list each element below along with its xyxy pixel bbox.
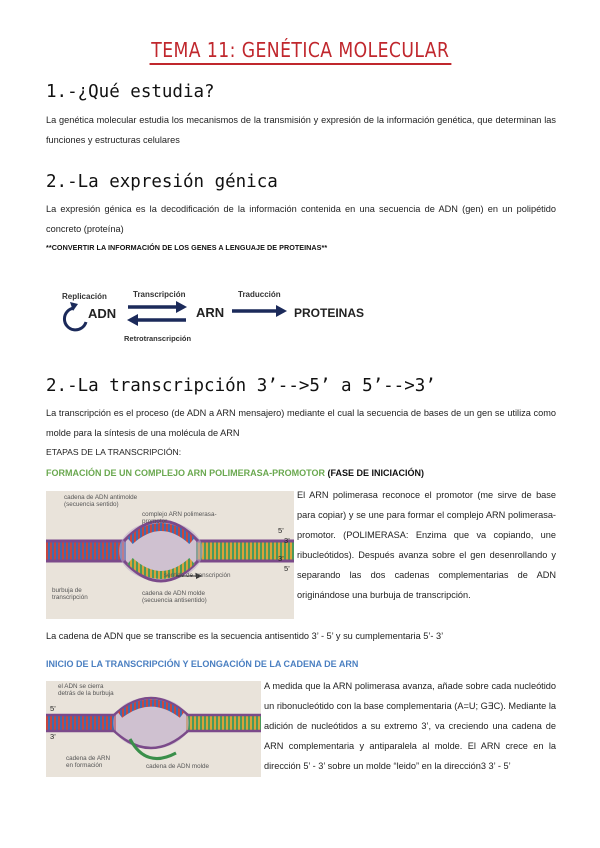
- section2-paragraph: La expresión génica es la decodificación de la información contenida en una secuencia de ADN (gen) en un polipétido concreto (proteína): [46, 204, 556, 234]
- section2-note: **CONVERTIR LA INFORMACIÓN DE LOS GENES A LENGUAJE DE PROTEINAS**: [46, 243, 328, 252]
- section3-heading: 2.-La transcripción 3’-->5’ a 5’-->3’: [46, 376, 436, 396]
- figure-transcription-bubble: [46, 491, 294, 619]
- section3-paragraph: La transcripción es el proceso (de ADN a ARN mensajero) mediante el cual la secuencia de bases de un gen se utiliza como molde para la síntesis de una molécula de ARN: [46, 408, 556, 438]
- stage1-conclusion: La cadena de ADN que se transcribe es la secuencia antisentido 3’ - 5’ y su cumplementaria 5’- 3’: [46, 631, 444, 641]
- transcription-arrow-icon: [176, 301, 187, 313]
- central-dogma-diagram: [56, 284, 396, 354]
- label-sense-strand: cadena de ADN antimolde (secuencia sentido): [64, 494, 138, 508]
- label-adn: ADN: [88, 306, 117, 321]
- label-rna-forming: cadena de ARN en formación: [66, 755, 111, 769]
- document-title: TEMA 11: GENÉTICA MOLECULAR: [0, 38, 600, 65]
- translation-arrow-icon: [276, 305, 287, 317]
- label-bubble: burbuja de transcripción: [52, 587, 88, 601]
- stage2-title: INICIO DE LA TRANSCRIPCIÓN Y ELONGACIÓN DE LA CADENA DE ARN: [46, 659, 359, 669]
- section2-heading: 2.-La expresión génica: [46, 172, 278, 192]
- label-proteinas: PROTEINAS: [294, 306, 365, 320]
- stages-label: ETAPAS DE LA TRANSCRIPCIÓN:: [46, 447, 182, 457]
- label-replicacion: Replicación: [62, 292, 107, 301]
- end-3-bottom: 3’: [278, 554, 284, 563]
- label-transcription-direction: sentido de transcripción: [164, 572, 231, 579]
- section1-paragraph: La genética molecular estudia los mecanismos de la transmisión y expresión de la información genética, que determinan las funciones y estructuras celulares: [46, 115, 556, 145]
- end-5-top: 5’: [278, 526, 284, 535]
- end-5-left: 5’: [50, 704, 56, 713]
- end-3-left: 3’: [50, 732, 56, 741]
- label-transcripcion: Transcripción: [133, 290, 186, 299]
- label-dna-rewind: el ADN se cierra detrás de la burbuja: [58, 683, 114, 697]
- label-template-strand: cadena de ADN molde (secuencia antisentido): [142, 590, 207, 604]
- end-5-bottom: 5’: [284, 564, 290, 573]
- label-retrotranscripcion: Retrotranscripción: [124, 334, 192, 343]
- label-template-strand-2: cadena de ADN molde: [146, 763, 210, 770]
- label-arn: ARN: [196, 305, 225, 320]
- section1-heading: 1.-¿Qué estudia?: [46, 82, 215, 102]
- label-polymerase-complex: complejo ARN polimerasa-promotor: [142, 511, 217, 525]
- stage1-description: El ARN polimerasa reconoce el promotor (me sirve de base para copiar) y se une para formar el complejo ARN polimerasa-promotor. (POLIMERASA: Enzima que va copiando, une ribucleótidos). Después avanza sobre el gen desenrollando y separando las dos cadenas complementarias de ADN originándose una burbuja de transcripción.: [297, 490, 556, 600]
- label-traduccion: Traducción: [238, 290, 281, 299]
- end-3-top: 3’: [284, 536, 290, 545]
- reverse-transcription-arrow-icon: [127, 314, 138, 326]
- stage1-title: FORMACIÓN DE UN COMPLEJO ARN POLIMERASA-PROMOTOR (FASE DE INICIACIÓN): [46, 468, 425, 478]
- figure-elongation: [46, 681, 261, 777]
- replication-cycle-icon: [64, 308, 86, 330]
- stage2-description: A medida que la ARN polimerasa avanza, añade sobre cada nucleótido un ribonucleótido con la base complementaria (A=U; G∃C). Mediante la adición de nucleótidos a su extremo 3’, va creciendo una cadena de ARN complementaria y antiparalela al molde. El ARN crece en la dirección 5’ - 3’ sobre un molde “leido” en la dirección3 3’ - 5’: [264, 681, 556, 771]
